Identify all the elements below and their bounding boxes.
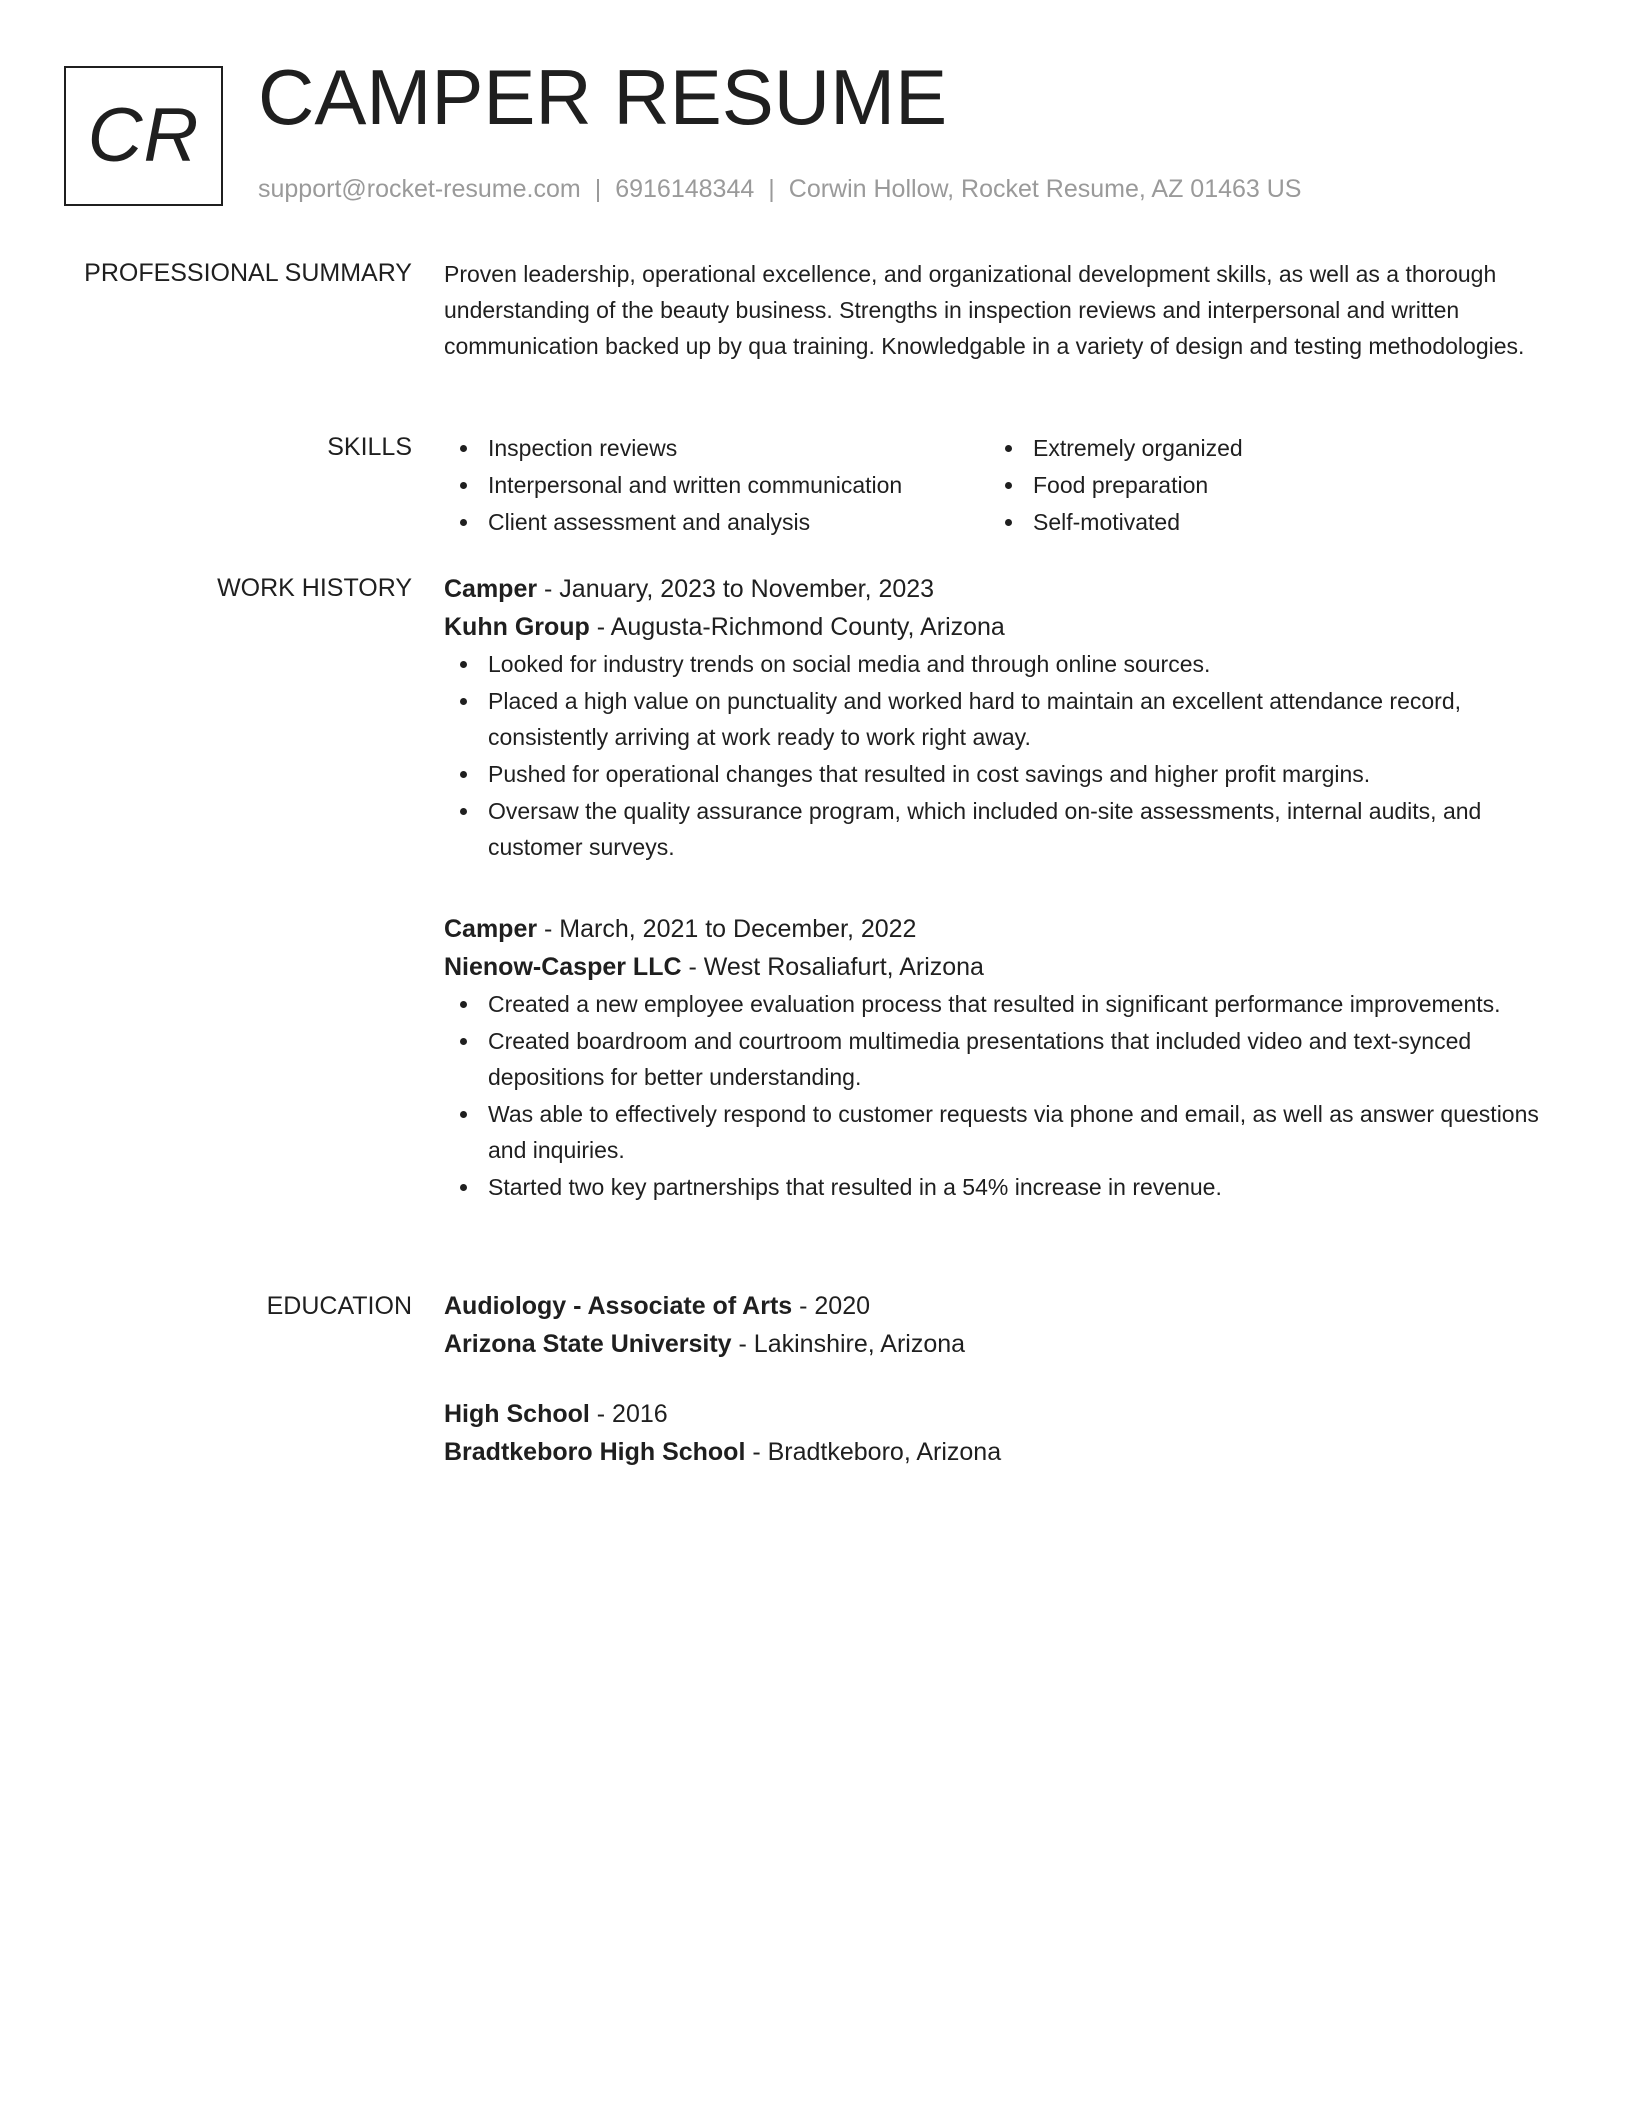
skills-column-left bbox=[444, 430, 989, 541]
job-title-line bbox=[444, 570, 1559, 608]
section-label-summary: PROFESSIONAL SUMMARY bbox=[84, 259, 412, 287]
job-title: Camper bbox=[444, 915, 538, 943]
skills-list-left bbox=[444, 430, 989, 540]
summary-text: Proven leadership, operational excellence, and organizational development skills, as well as a thorough understanding of the beauty business. Strengths in inspection reviews and interpersonal and written communication backed up by qua training. Knowledgable in a variety of design and testing methodologies. bbox=[444, 261, 1525, 359]
skill-item: Self-motivated bbox=[989, 504, 1534, 540]
job-duties-list bbox=[444, 986, 1559, 1205]
contact-phone: 6916148344 bbox=[615, 175, 755, 203]
skill-item: Extremely organized bbox=[989, 430, 1534, 466]
job-entry bbox=[444, 910, 1559, 1206]
contact-line bbox=[258, 174, 1302, 204]
section-label-skills: SKILLS bbox=[327, 433, 412, 461]
education-entry bbox=[444, 1287, 1559, 1363]
job-dates: - January, 2023 to November, 2023 bbox=[537, 575, 935, 603]
summary-section bbox=[444, 256, 1559, 364]
job-company-line bbox=[444, 948, 1559, 986]
education-degree: Audiology - Associate of Arts bbox=[444, 1292, 793, 1320]
skill-item: Food preparation bbox=[989, 467, 1534, 503]
skill-item: Client assessment and analysis bbox=[444, 504, 989, 540]
skill-item: Interpersonal and written communication bbox=[444, 467, 989, 503]
education-school-line bbox=[444, 1433, 1559, 1471]
job-duty: Created a new employee evaluation process that resulted in significant performance improvements. bbox=[444, 986, 1559, 1022]
monogram-box bbox=[64, 66, 223, 206]
education-location: - Lakinshire, Arizona bbox=[731, 1330, 966, 1358]
job-company: Kuhn Group bbox=[444, 613, 590, 641]
job-duty: Placed a high value on punctuality and worked hard to maintain an excellent attendance record, consistently arriving at work ready to work right away. bbox=[444, 683, 1559, 755]
job-company-line bbox=[444, 608, 1559, 646]
contact-separator: | bbox=[594, 175, 602, 203]
education-year: - 2020 bbox=[792, 1292, 871, 1320]
job-duty: Looked for industry trends on social media and through online sources. bbox=[444, 646, 1559, 682]
skills-section bbox=[444, 430, 1559, 541]
job-duties-list bbox=[444, 646, 1559, 865]
education-year: - 2016 bbox=[589, 1400, 668, 1428]
monogram-initials: CR bbox=[87, 93, 200, 178]
skills-grid bbox=[444, 430, 1559, 541]
job-title-line bbox=[444, 910, 1559, 948]
education-degree-line bbox=[444, 1287, 1559, 1325]
education-degree: High School bbox=[444, 1400, 590, 1428]
job-location: - West Rosaliafurt, Arizona bbox=[681, 953, 984, 981]
contact-separator: | bbox=[768, 175, 775, 203]
skills-list-right bbox=[989, 430, 1534, 540]
job-duty: Was able to effectively respond to customer requests via phone and email, as well as answer questions and inquiries. bbox=[444, 1096, 1559, 1168]
education-school-line bbox=[444, 1325, 1559, 1363]
job-dates: - March, 2021 to December, 2022 bbox=[537, 915, 917, 943]
section-label-education: EDUCATION bbox=[266, 1292, 412, 1320]
education-school: Bradtkeboro High School bbox=[444, 1438, 746, 1466]
job-duty: Started two key partnerships that resulted in a 54% increase in revenue. bbox=[444, 1169, 1559, 1205]
job-company: Nienow-Casper LLC bbox=[444, 953, 682, 981]
education-degree-line bbox=[444, 1395, 1559, 1433]
job-entry bbox=[444, 570, 1559, 866]
job-duty: Oversaw the quality assurance program, which included on-site assessments, internal audits, and customer surveys. bbox=[444, 793, 1559, 865]
education-entry bbox=[444, 1395, 1559, 1471]
skill-item: Inspection reviews bbox=[444, 430, 989, 466]
education-location: - Bradtkeboro, Arizona bbox=[745, 1438, 1002, 1466]
candidate-name: CAMPER RESUME bbox=[258, 53, 948, 141]
skills-column-right bbox=[989, 430, 1534, 541]
job-location: - Augusta-Richmond County, Arizona bbox=[589, 613, 1005, 641]
contact-address: Corwin Hollow, Rocket Resume, AZ 01463 US bbox=[788, 175, 1302, 203]
job-duty: Created boardroom and courtroom multimedia presentations that included video and text-synced depositions for better understanding. bbox=[444, 1023, 1559, 1095]
section-label-work-history: WORK HISTORY bbox=[217, 574, 412, 602]
job-title: Camper bbox=[444, 575, 538, 603]
contact-email: support@rocket-resume.com bbox=[258, 175, 581, 203]
education-school: Arizona State University bbox=[444, 1330, 732, 1358]
job-duty: Pushed for operational changes that resulted in cost savings and higher profit margins. bbox=[444, 756, 1559, 792]
